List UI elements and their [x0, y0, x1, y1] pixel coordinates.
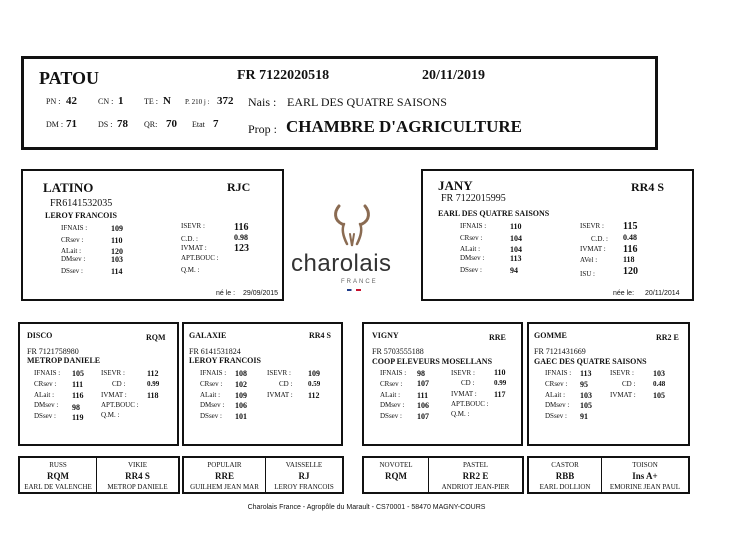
animal-id: FR 7122020518 — [237, 68, 330, 83]
grandparent-code: RR4 S — [125, 471, 150, 481]
bull-head-icon — [287, 200, 417, 250]
dam-ivmat-label: IVMAT : — [580, 245, 606, 253]
sire-ifnais-label: IFNAIS : — [61, 224, 88, 232]
animal-date: 20/11/2019 — [422, 68, 486, 83]
isevr-label: ISEVR : — [610, 369, 634, 377]
sire-isevr-label: ISEVR : — [181, 222, 205, 230]
grandparent-owner: GUILHEM JEAN MAR — [190, 483, 259, 491]
sire-isevr: 116 — [234, 222, 249, 233]
sire-ifnais: 109 — [111, 224, 123, 233]
sire-owner: LEROY FRANCOIS — [45, 211, 117, 220]
sire-qm-label: Q.M. : — [181, 266, 200, 274]
cd-value: 0.48 — [653, 380, 666, 388]
crsev-label: CRsev : — [545, 380, 568, 388]
sire-dssev-label: DSsev : — [61, 267, 83, 275]
cd-label: CD : — [461, 379, 475, 387]
dam-isevr: 115 — [623, 221, 638, 232]
pn-label: PN : — [46, 97, 61, 106]
isevr-value: 109 — [308, 369, 320, 378]
pn-value: 42 — [66, 95, 77, 107]
ancestor-code: RR2 E — [656, 333, 679, 342]
qr-value: 70 — [166, 118, 177, 130]
sire-alait: 120 — [111, 247, 123, 256]
dam-name: JANY — [438, 178, 473, 193]
dmsev-value: 106 — [235, 401, 247, 410]
dm-value: 71 — [66, 118, 77, 130]
ivmat-label: IVMAT : — [451, 390, 477, 398]
grandparent-cell — [428, 458, 522, 492]
grandparent-owner: LEROY FRANCOIS — [274, 483, 334, 491]
dmsev-label: DMsev : — [200, 401, 225, 409]
grandparent-owner: ANDRIOT JEAN-PIER — [441, 483, 510, 491]
dam-born: 20/11/2014 — [645, 290, 680, 297]
dam-dmsev-label: DMsev : — [460, 254, 485, 262]
sire-dmsev-label: DMsev : — [61, 255, 86, 263]
dam-cd: 0.48 — [623, 233, 637, 242]
ancestor-owner: LEROY FRANCOIS — [189, 356, 261, 365]
sire-name: LATINO — [43, 180, 94, 195]
dm-label: DM : — [46, 120, 64, 129]
sire-code: RJC — [227, 180, 251, 194]
cd-label: CD : — [112, 380, 126, 388]
te-value: N — [163, 95, 171, 107]
sire-crsev: 110 — [111, 236, 123, 245]
aptbouc-label: APT.BOUC : — [451, 400, 489, 408]
ancestor-card — [527, 322, 690, 446]
qm-label: Q.M. : — [101, 411, 120, 419]
isevr-value: 112 — [147, 369, 159, 378]
sire-born: 29/09/2015 — [243, 290, 279, 297]
cd-value: 0.59 — [308, 380, 321, 388]
dmsev-value: 105 — [580, 401, 592, 410]
charolais-logo — [287, 200, 417, 292]
qm-label: Q.M. : — [451, 410, 470, 418]
dam-ifnais-label: IFNAIS : — [460, 222, 487, 230]
cn-label: CN : — [98, 97, 114, 106]
ancestor-name: DISCO — [27, 331, 53, 340]
dssev-value: 91 — [580, 412, 588, 421]
p210-label: P. 210 j : — [185, 98, 210, 106]
ancestor-id: FR 6141531824 — [189, 347, 241, 356]
grandparents-pair — [18, 456, 180, 494]
grandparent-owner: METROP DANIELE — [107, 483, 168, 491]
dam-cd-label: C.D. : — [591, 235, 608, 243]
grandparent-code: RJ — [298, 471, 310, 481]
dam-ifnais: 110 — [510, 222, 522, 231]
ancestor-card — [18, 322, 179, 446]
ancestor-id: FR 7121431669 — [534, 347, 586, 356]
cd-value: 0.99 — [494, 379, 507, 387]
isevr-label: ISEVR : — [451, 369, 475, 377]
sire-cd-label: C.D. : — [181, 235, 198, 243]
crsev-value: 102 — [235, 380, 247, 389]
prop-label: Prop : — [248, 122, 278, 136]
dam-isu: 120 — [623, 266, 638, 277]
isevr-label: ISEVR : — [101, 369, 125, 377]
ivmat-value: 117 — [494, 390, 506, 399]
ifnais-value: 98 — [417, 369, 425, 378]
ancestor-name: GOMME — [534, 331, 567, 340]
sire-born-label: né le : — [216, 290, 236, 297]
dam-owner: EARL DES QUATRE SAISONS — [438, 209, 550, 218]
ancestor-card — [182, 322, 343, 446]
dssev-label: DSsev : — [380, 412, 402, 420]
ivmat-value: 105 — [653, 391, 665, 400]
etat-value: 7 — [213, 118, 219, 130]
nais-label: Nais : — [248, 95, 277, 109]
dam-alait: 104 — [510, 245, 522, 254]
grandparent-owner: EMORINE JEAN PAUL — [609, 483, 681, 491]
cd-label: CD : — [622, 380, 636, 388]
ifnais-value: 113 — [580, 369, 592, 378]
crsev-value: 111 — [72, 380, 84, 389]
ancestor-code: RR4 S — [309, 331, 332, 340]
dmsev-label: DMsev : — [380, 401, 405, 409]
crsev-label: CRsev : — [34, 380, 57, 388]
grandparent-owner: EARL DOLLION — [539, 483, 591, 491]
grandparent-name: TOISON — [632, 461, 658, 469]
alait-label: ALait : — [545, 391, 566, 399]
ivmat-label: IVMAT : — [267, 391, 293, 399]
dam-avel-label: AVel : — [580, 256, 598, 264]
grandparent-code: RRE — [214, 471, 234, 481]
crsev-label: CRsev : — [200, 380, 223, 388]
footer-address: Charolais France - Agropôle du Marault - CS70001 - 58470 MAGNY-COURS — [247, 504, 486, 511]
grandparent-name: VIKIE — [127, 461, 148, 469]
ifnais-label: IFNAIS : — [200, 369, 227, 377]
ifnais-value: 108 — [235, 369, 247, 378]
dmsev-value: 98 — [72, 403, 80, 412]
isevr-label: ISEVR : — [267, 369, 291, 377]
dmsev-label: DMsev : — [34, 401, 59, 409]
sire-ivmat: 123 — [234, 243, 249, 254]
cn-value: 1 — [118, 95, 124, 107]
crsev-label: CRsev : — [380, 380, 403, 388]
ancestor-code: RQM — [146, 333, 166, 342]
ancestor-card — [362, 322, 523, 446]
ancestor-id: FR 5703555188 — [372, 347, 424, 356]
ivmat-value: 118 — [147, 391, 159, 400]
dam-dssev-label: DSsev : — [460, 266, 482, 274]
p210-value: 372 — [217, 95, 234, 107]
grandparent-code: RBB — [555, 471, 575, 481]
grandparent-cell — [601, 458, 688, 492]
te-label: TE : — [144, 97, 158, 106]
dssev-label: DSsev : — [200, 412, 222, 420]
grandparent-cell — [184, 458, 265, 492]
grandparent-code: Ins A+ — [632, 471, 658, 481]
sire-alait-label: ALait : — [61, 247, 82, 255]
ifnais-value: 105 — [72, 369, 84, 378]
dam-isevr-label: ISEVR : — [580, 222, 604, 230]
grandparent-code: RQM — [385, 471, 407, 481]
ancestor-owner: GAEC DES QUATRE SAISONS — [534, 357, 647, 366]
dmsev-label: DMsev : — [545, 401, 570, 409]
dam-crsev: 104 — [510, 234, 522, 243]
grandparent-code: RQM — [47, 471, 69, 481]
grandparent-cell — [529, 458, 601, 492]
dam-card — [421, 169, 694, 301]
ivmat-label: IVMAT : — [610, 391, 636, 399]
grandparent-name: CASTOR — [551, 461, 579, 469]
grandparent-cell — [364, 458, 428, 492]
isevr-value: 103 — [653, 369, 665, 378]
alait-label: ALait : — [200, 391, 221, 399]
ancestor-owner: COOP ELEVEURS MOSELLANS — [372, 357, 493, 366]
dmsev-value: 106 — [417, 401, 429, 410]
sire-cd: 0.98 — [234, 233, 248, 242]
alait-value: 111 — [417, 391, 429, 400]
dssev-label: DSsev : — [34, 412, 56, 420]
alait-label: ALait : — [34, 391, 55, 399]
ds-value: 78 — [117, 118, 128, 130]
cd-value: 0.99 — [147, 380, 160, 388]
dam-isu-label: ISU : — [580, 270, 595, 278]
alait-label: ALait : — [380, 391, 401, 399]
isevr-value: 110 — [494, 368, 506, 377]
ancestor-name: GALAXIE — [189, 331, 227, 340]
sire-aptbouc-label: APT.BOUC : — [181, 254, 219, 262]
sire-ivmat-label: IVMAT : — [181, 244, 207, 252]
dam-dssev: 94 — [510, 266, 518, 275]
dam-avel: 118 — [623, 255, 635, 264]
logo-word: charolais — [291, 250, 392, 277]
prop-value: CHAMBRE D'AGRICULTURE — [286, 117, 522, 136]
dssev-value: 119 — [72, 413, 84, 422]
qr-label: QR: — [144, 120, 158, 129]
dssev-value: 101 — [235, 412, 247, 421]
ifnais-label: IFNAIS : — [380, 369, 407, 377]
grandparents-pair — [362, 456, 524, 494]
dam-crsev-label: CRsev : — [460, 234, 483, 242]
grandparent-name: NOVOTEL — [379, 461, 413, 469]
grandparent-name: VAISSELLE — [285, 461, 323, 469]
grandparent-name: POPULAIR — [207, 461, 242, 469]
alait-value: 116 — [72, 391, 84, 400]
dam-ivmat: 116 — [623, 244, 638, 255]
sire-dssev: 114 — [111, 267, 123, 276]
dam-id: FR 7122015995 — [441, 193, 506, 204]
dam-dmsev: 113 — [510, 254, 522, 263]
dssev-value: 107 — [417, 412, 429, 421]
ivmat-value: 112 — [308, 391, 320, 400]
aptbouc-label: APT.BOUC : — [101, 401, 139, 409]
dam-alait-label: ALait : — [460, 245, 481, 253]
sire-dmsev: 103 — [111, 255, 123, 264]
ivmat-label: IVMAT : — [101, 391, 127, 399]
ancestor-id: FR 7121758980 — [27, 347, 79, 356]
ifnais-label: IFNAIS : — [545, 369, 572, 377]
dam-code: RR4 S — [631, 180, 665, 194]
animal-header — [21, 56, 658, 150]
sire-card — [21, 169, 284, 301]
dssev-label: DSsev : — [545, 412, 567, 420]
etat-label: Etat — [192, 120, 205, 129]
grandparent-cell — [20, 458, 96, 492]
grandparents-pair — [182, 456, 344, 494]
sire-id: FR6141532035 — [50, 198, 113, 209]
ancestor-owner: METROP DANIELE — [27, 356, 101, 365]
ancestor-code: RRE — [489, 333, 506, 342]
ifnais-label: IFNAIS : — [34, 369, 61, 377]
crsev-value: 95 — [580, 380, 588, 389]
grandparent-owner: EARL DE VALENCHE — [24, 483, 92, 491]
grandparent-cell — [96, 458, 178, 492]
alait-value: 109 — [235, 391, 247, 400]
ancestor-name: VIGNY — [372, 331, 399, 340]
nais-value: EARL DES QUATRE SAISONS — [287, 95, 447, 109]
animal-name: PATOU — [39, 68, 100, 88]
flag-stripe — [347, 289, 361, 291]
ds-label: DS : — [98, 120, 113, 129]
sire-crsev-label: CRsev : — [61, 236, 84, 244]
grandparent-code: RR2 E — [462, 471, 489, 481]
crsev-value: 107 — [417, 379, 429, 388]
dam-born-label: née le: — [613, 290, 635, 297]
alait-value: 103 — [580, 391, 592, 400]
logo-sub: FRANCE — [341, 279, 378, 285]
grandparent-name: RUSS — [49, 461, 67, 469]
grandparent-name: PASTEL — [462, 461, 489, 469]
grandparents-pair — [527, 456, 690, 494]
grandparent-cell — [265, 458, 342, 492]
cd-label: CD : — [279, 380, 293, 388]
